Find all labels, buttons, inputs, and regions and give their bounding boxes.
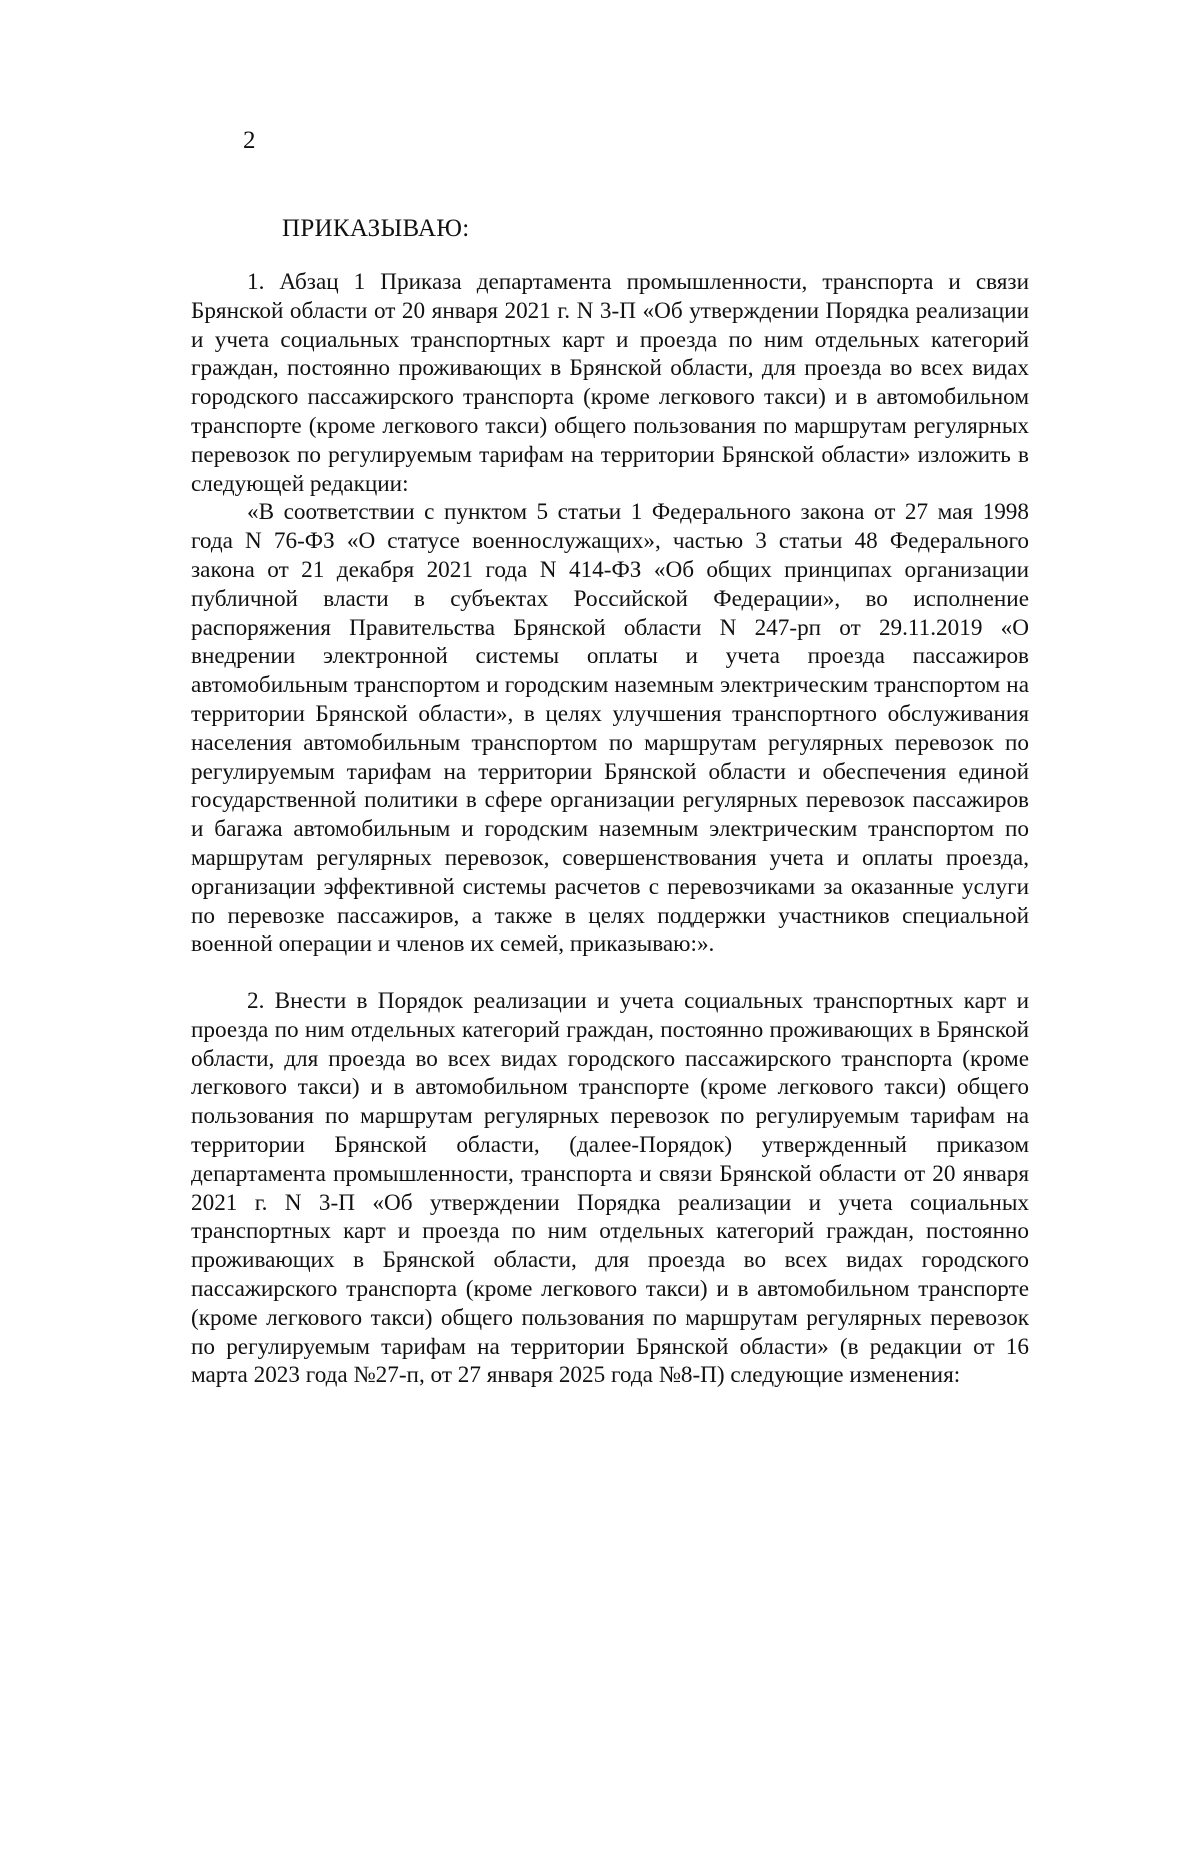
paragraph-item-1: 1. Абзац 1 Приказа департамента промышленности, транспорта и связи Брянской области от 20 января 2021 г. N 3-П «Об утверждении Порядка реализации и учета социальных транспортных карт и проезда по ним отдельных категорий граждан, постоянно проживающих в Брянской области, для проезда во всех видах городского пассажирского транспорта (кроме легкового такси) и в автомобильном транспорте (кроме легкового такси) общего пользования по маршрутам регулярных перевозок по регулируемым тарифам на территории Брянской области» изложить в следующей редакции: (191, 269, 1029, 497)
page-number: 2 (243, 127, 256, 154)
section-item-1 (191, 268, 1029, 959)
section-item-2 (191, 987, 1029, 1390)
paragraph-item-2: 2. Внести в Порядок реализации и учета социальных транспортных карт и проезда по ним отдельных категорий граждан, постоянно проживающих в Брянской области, для проезда во всех видах городского пассажирского транспорта (кроме легкового такси) и в автомобильном транспорте (кроме легкового такси) общего пользования по маршрутам регулярных перевозок по регулируемым тарифам на территории Брянской области, (далее-Порядок) утвержденный приказом департамента промышленности, транспорта и связи Брянской области от 20 января 2021 г. N 3-П «Об утверждении Порядка реализации и учета социальных транспортных карт и проезда по ним отдельных категорий граждан, постоянно проживающих в Брянской области, для проезда во всех видах городского пассажирского транспорта (кроме легкового такси) и в автомобильном транспорте (кроме легкового такси) общего пользования по маршрутам регулярных перевозок по регулируемым тарифам на территории Брянской области» (в редакции от 16 марта 2023 года №27-п, от 27 января 2025 года №8-П) следующие изменения: (191, 988, 1029, 1389)
order-heading: ПРИКАЗЫВАЮ: (282, 215, 470, 242)
paragraph-quote: «В соответствии с пунктом 5 статьи 1 Федерального закона от 27 мая 1998 года N 76-ФЗ «О статусе военнослужащих», частью 3 статьи 48 Федерального закона от 21 декабря 2021 года N 414-ФЗ «Об общих принципах организации публичной власти в субъектах Российской Федерации», во исполнение распоряжения Правительства Брянской области N 247-рп от 29.11.2019 «О внедрении электронной системы оплаты и учета проезда пассажиров автомобильным транспортом и городским наземным электрическим транспортом на территории Брянской области», в целях улучшения транспортного обслуживания населения автомобильным транспортом по маршрутам регулярных перевозок по регулируемым тарифам на территории Брянской области и обеспечения единой государственной политики в сфере организации регулярных перевозок пассажиров и багажа автомобильным и городским наземным электрическим транспортом по маршрутам регулярных перевозок, совершенствования учета и оплаты проезда, организации эффективной системы расчетов с перевозчиками за оказанные услуги по перевозке пассажиров, а также в целях поддержки участников специальной военной операции и членов их семей, приказываю:». (191, 499, 1029, 958)
